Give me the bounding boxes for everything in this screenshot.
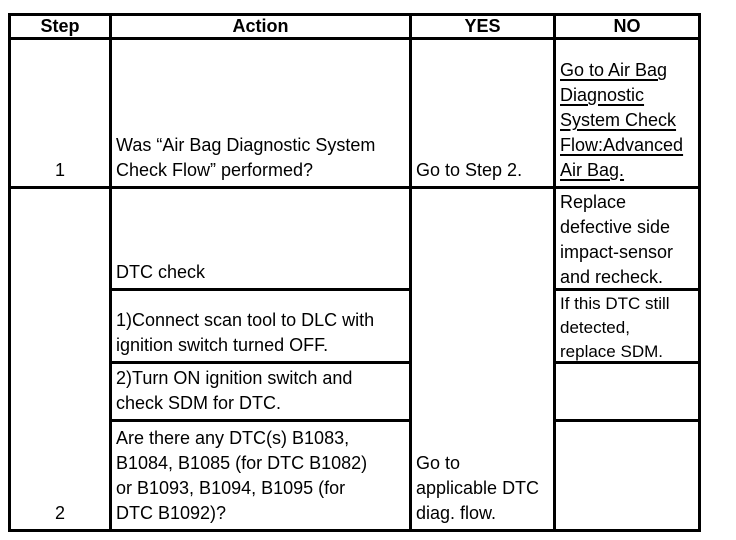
row2-action-step1 xyxy=(112,291,409,361)
row2-action-step2 xyxy=(112,364,409,419)
row2-no-empty-2 xyxy=(556,422,698,529)
row2-no-if-still-line-3: replace SDM. xyxy=(560,342,663,361)
row2-no-if-still-line-1: If this DTC still xyxy=(560,294,670,313)
row1-yes-text: Go to Step 2. xyxy=(416,160,523,180)
row2-step xyxy=(11,189,109,529)
row2-no-if-still xyxy=(556,291,698,361)
row1-action-line-1: Was “Air Bag Diagnostic System xyxy=(116,135,376,155)
row2-no-empty-1 xyxy=(556,364,698,419)
row2-dtc-check-text: DTC check xyxy=(116,262,206,282)
row2-no-replace-line-4: and recheck. xyxy=(560,267,664,287)
row2-yes-line-2: applicable DTC xyxy=(416,478,540,498)
row1-step xyxy=(11,40,109,186)
row2-no-replace-line-1: Replace xyxy=(560,192,627,212)
row2-step1-line-1: 1)Connect scan tool to DLC with xyxy=(116,310,375,330)
row1-action-line-2: Check Flow” performed? xyxy=(116,160,314,180)
row1-no-line-3[interactable]: System Check xyxy=(560,110,677,130)
row2-step2-line-1: 2)Turn ON ignition switch and xyxy=(116,368,353,388)
row2-no-replace-line-2: defective side xyxy=(560,217,671,237)
row2-question-line-3: or B1093, B1094, B1095 (for xyxy=(116,478,346,498)
row1-no-line-1[interactable]: Go to Air Bag xyxy=(560,60,668,80)
row2-yes-line-1: Go to xyxy=(416,453,461,473)
row1-action xyxy=(112,40,409,186)
row1-no-line-4[interactable]: Flow:Advanced xyxy=(560,135,684,155)
header-yes xyxy=(412,15,553,37)
header-no xyxy=(556,15,698,37)
row2-question-line-2: B1084, B1085 (for DTC B1082) xyxy=(116,453,368,473)
header-step xyxy=(11,15,109,37)
row2-yes xyxy=(412,189,553,529)
row2-question-line-4: DTC B1092)? xyxy=(116,503,227,523)
row2-no-replace-line-3: impact-sensor xyxy=(560,242,674,262)
row2-no-replace xyxy=(556,189,698,288)
header-action-label: Action xyxy=(232,16,289,36)
row2-yes-line-3: diag. flow. xyxy=(416,503,497,523)
row1-no-link[interactable] xyxy=(556,40,698,186)
row1-step-number: 1 xyxy=(54,160,65,180)
row1-no-line-2[interactable]: Diagnostic xyxy=(560,85,645,105)
row2-step-number: 2 xyxy=(54,503,65,523)
row1-yes xyxy=(412,40,553,186)
row2-action-dtc-check xyxy=(112,189,409,288)
header-step-label: Step xyxy=(40,16,80,36)
row1-no-line-5[interactable]: Air Bag. xyxy=(560,160,625,180)
row2-no-if-still-line-2: detected, xyxy=(560,318,630,337)
row2-step2-line-2: check SDM for DTC. xyxy=(116,393,282,413)
header-action xyxy=(112,15,409,37)
header-no-label: NO xyxy=(613,16,641,36)
table-border-right xyxy=(698,13,701,532)
row2-action-question xyxy=(112,422,409,529)
row2-step1-line-2: ignition switch turned OFF. xyxy=(116,335,329,355)
row2-question-line-1: Are there any DTC(s) B1083, xyxy=(116,428,350,448)
header-yes-label: YES xyxy=(464,16,501,36)
